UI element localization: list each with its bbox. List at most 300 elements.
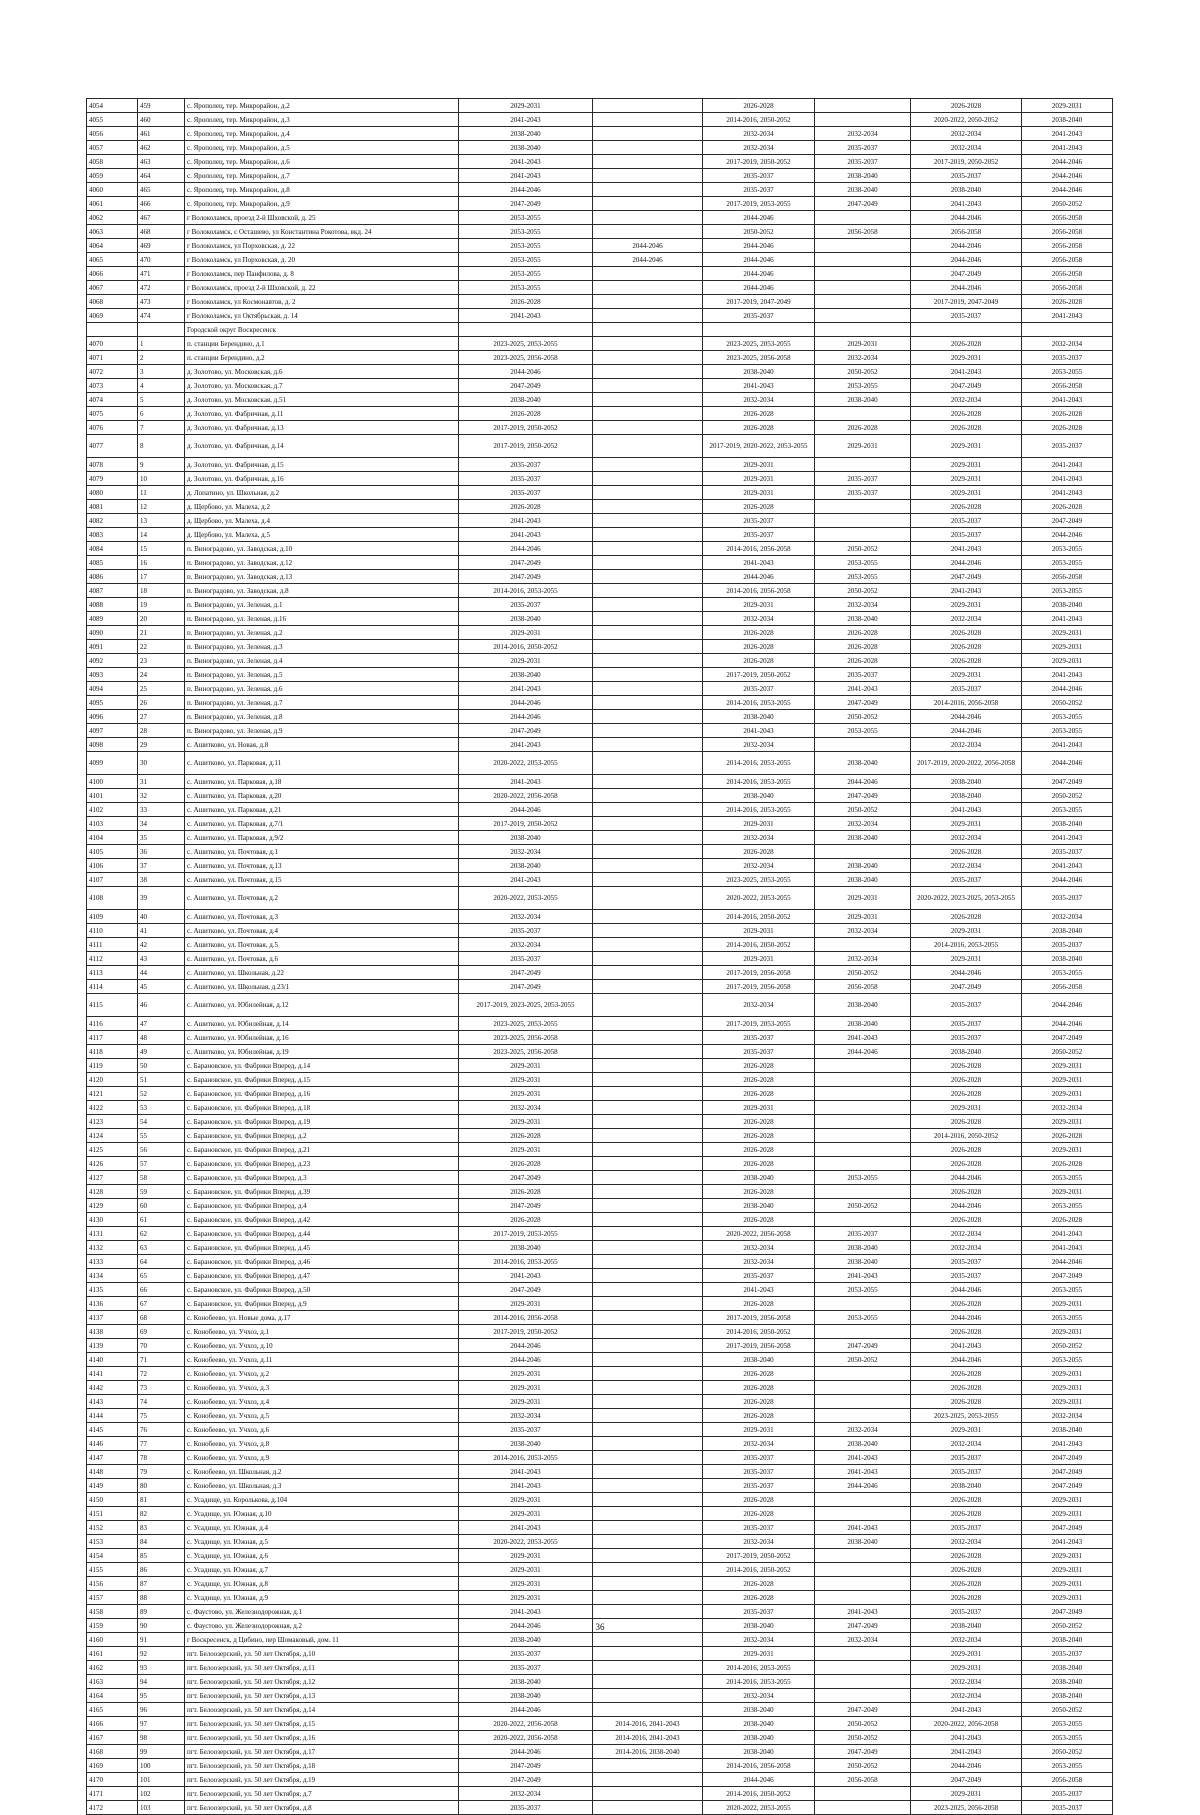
cell-year-range-5: 2044-2046 [911, 724, 1022, 738]
cell-year-range-4: 2050-2052 [815, 710, 911, 724]
cell-year-range-6: 2035-2037 [1022, 1801, 1113, 1815]
cell-year-range-4: 2035-2037 [815, 1227, 911, 1241]
cell-year-range-4: 2026-2028 [815, 626, 911, 640]
cell-year-range-5: 2032-2034 [911, 141, 1022, 155]
cell-year-range-4: 2053-2055 [815, 379, 911, 393]
cell-row-number: 4128 [87, 1185, 138, 1199]
cell-year-range-2 [593, 696, 703, 710]
cell-year-range-3: 2014-2016, 2050-2052 [703, 910, 815, 924]
cell-year-range-4 [815, 1661, 911, 1675]
cell-year-range-4 [815, 1395, 911, 1409]
table-row [87, 1605, 1113, 1619]
cell-year-range-2 [593, 952, 703, 966]
cell-year-range-1: 2035-2037 [459, 1661, 593, 1675]
cell-year-range-2 [593, 626, 703, 640]
cell-year-range-4: 2044-2046 [815, 1479, 911, 1493]
cell-year-range-1: 2041-2043 [459, 775, 593, 789]
cell-local-number: 460 [138, 113, 185, 127]
cell-year-range-3: 2026-2028 [703, 1115, 815, 1129]
table-row [87, 1101, 1113, 1115]
cell-local-number: 6 [138, 407, 185, 421]
cell-row-number: 4087 [87, 584, 138, 598]
cell-year-range-2 [593, 1479, 703, 1493]
cell-year-range-3: 2032-2034 [703, 738, 815, 752]
cell-year-range-3: 2014-2016, 2053-2055 [703, 775, 815, 789]
cell-year-range-3: 2020-2022, 2053-2055 [703, 887, 815, 910]
cell-address: п. Виноградово, ул. Зеленая, д.5 [185, 668, 459, 682]
table-row [87, 1045, 1113, 1059]
page-number: 36 [595, 1622, 605, 1632]
cell-local-number: 95 [138, 1689, 185, 1703]
cell-address: с. Барановское, ул. Фабрики Вперед, д.47 [185, 1269, 459, 1283]
cell-year-range-2 [593, 542, 703, 556]
cell-year-range-3: 2014-2016, 2050-2052 [703, 1563, 815, 1577]
cell-address: с. Фаустово, ул. Железнодорожная, д.1 [185, 1605, 459, 1619]
cell-year-range-6: 2029-2031 [1022, 1507, 1113, 1521]
cell-row-number: 4120 [87, 1073, 138, 1087]
cell-address: д. Щербово, ул. Малеха, д.2 [185, 500, 459, 514]
cell-row-number: 4157 [87, 1591, 138, 1605]
cell-address: пгт. Белоозерский, ул. 50 лет Октября, д.10 [185, 1647, 459, 1661]
cell-year-range-3: 2014-2016, 2056-2058 [703, 584, 815, 598]
cell-year-range-6: 2056-2058 [1022, 980, 1113, 994]
cell-address: с. Барановское, ул. Фабрики Вперед, д.44 [185, 1227, 459, 1241]
cell-address: с. Ашитково, ул. Школьная, д.22 [185, 966, 459, 980]
cell-address: с. Конобеево, ул. Учхоз, д.11 [185, 1353, 459, 1367]
cell-year-range-3: 2038-2040 [703, 1619, 815, 1633]
cell-year-range-5: 2038-2040 [911, 1045, 1022, 1059]
cell-year-range-1: 2044-2046 [459, 1619, 593, 1633]
cell-address: с. Барановское, ул. Фабрики Вперед, д.16 [185, 1087, 459, 1101]
cell-local-number: 31 [138, 775, 185, 789]
cell-year-range-1: 2038-2040 [459, 1689, 593, 1703]
cell-year-range-2 [593, 1689, 703, 1703]
cell-year-range-6: 2056-2058 [1022, 267, 1113, 281]
cell-year-range-2 [593, 1241, 703, 1255]
cell-row-number: 4143 [87, 1395, 138, 1409]
cell-local-number: 5 [138, 393, 185, 407]
cell-row-number: 4063 [87, 225, 138, 239]
cell-year-range-5: 2026-2028 [911, 1591, 1022, 1605]
cell-year-range-4: 2047-2049 [815, 696, 911, 710]
cell-year-range-6: 2053-2055 [1022, 1171, 1113, 1185]
cell-year-range-6: 2038-2040 [1022, 1689, 1113, 1703]
cell-local-number: 75 [138, 1409, 185, 1423]
cell-year-range-4: 2038-2040 [815, 994, 911, 1017]
cell-year-range-2 [593, 817, 703, 831]
cell-year-range-1: 2029-2031 [459, 1395, 593, 1409]
cell-year-range-3: 2032-2034 [703, 994, 815, 1017]
table-row [87, 169, 1113, 183]
cell-year-range-6: 2029-2031 [1022, 1381, 1113, 1395]
cell-year-range-3: 2014-2016, 2050-2052 [703, 113, 815, 127]
cell-address: с. Ашитково, ул. Юбилейная, д.16 [185, 1031, 459, 1045]
cell-address: с. Усадище, ул. Южная, д.8 [185, 1577, 459, 1591]
cell-year-range-6: 2026-2028 [1022, 1213, 1113, 1227]
cell-address: д. Золотово, ул. Московская, д.51 [185, 393, 459, 407]
table-row [87, 1381, 1113, 1395]
cell-year-range-2 [593, 1801, 703, 1815]
cell-year-range-3: 2017-2019, 2050-2052 [703, 155, 815, 169]
cell-year-range-4 [815, 1787, 911, 1801]
cell-address: с. Барановское, ул. Фабрики Вперед, д.3 [185, 1171, 459, 1185]
cell-row-number: 4144 [87, 1409, 138, 1423]
cell-address: с. Барановское, ул. Фабрики Вперед, д.21 [185, 1143, 459, 1157]
cell-year-range-6: 2044-2046 [1022, 752, 1113, 775]
cell-year-range-6: 2029-2031 [1022, 1073, 1113, 1087]
cell-address: с. Барановское, ул. Фабрики Вперед, д.19 [185, 1115, 459, 1129]
cell-local-number: 81 [138, 1493, 185, 1507]
cell-year-range-6: 2026-2028 [1022, 407, 1113, 421]
table-row [87, 1801, 1113, 1815]
cell-year-range-6: 2053-2055 [1022, 584, 1113, 598]
cell-year-range-5: 2041-2043 [911, 1731, 1022, 1745]
cell-year-range-1: 2035-2037 [459, 598, 593, 612]
cell-year-range-3: 2026-2028 [703, 626, 815, 640]
cell-year-range-2: 2044-2046 [593, 239, 703, 253]
cell-year-range-3: 2044-2046 [703, 253, 815, 267]
table-row [87, 1591, 1113, 1605]
cell-year-range-3: 2026-2028 [703, 1087, 815, 1101]
cell-row-number: 4102 [87, 803, 138, 817]
cell-address: с. Ашитково, ул. Юбилейная, д.14 [185, 1017, 459, 1031]
cell-year-range-6: 2053-2055 [1022, 1717, 1113, 1731]
cell-local-number: 53 [138, 1101, 185, 1115]
cell-year-range-5: 2047-2049 [911, 1773, 1022, 1787]
cell-year-range-3: 2020-2022, 2053-2055 [703, 1801, 815, 1815]
cell-row-number: 4151 [87, 1507, 138, 1521]
cell-year-range-6: 2041-2043 [1022, 472, 1113, 486]
table-row [87, 584, 1113, 598]
cell-year-range-5: 2041-2043 [911, 803, 1022, 817]
cell-year-range-5: 2026-2028 [911, 99, 1022, 113]
cell-year-range-1: 2035-2037 [459, 458, 593, 472]
cell-year-range-5: 2032-2034 [911, 127, 1022, 141]
cell-year-range-3: 2038-2040 [703, 789, 815, 803]
cell-local-number: 102 [138, 1787, 185, 1801]
cell-address: с. Ашитково, ул. Парковая, д.9/2 [185, 831, 459, 845]
cell-local-number: 66 [138, 1283, 185, 1297]
cell-year-range-1: 2047-2049 [459, 980, 593, 994]
cell-local-number: 90 [138, 1619, 185, 1633]
cell-year-range-4: 2056-2058 [815, 225, 911, 239]
cell-year-range-4: 2053-2055 [815, 724, 911, 738]
cell-year-range-6: 2044-2046 [1022, 169, 1113, 183]
cell-address: с. Ашитково, ул. Почтовая, д.4 [185, 924, 459, 938]
cell-address: г Волоколамск, ул Космонавтов, д. 2 [185, 295, 459, 309]
cell-year-range-5: 2026-2028 [911, 1507, 1022, 1521]
cell-year-range-3: 2032-2034 [703, 1255, 815, 1269]
table-row [87, 1395, 1113, 1409]
cell-local-number: 9 [138, 458, 185, 472]
cell-year-range-4: 2041-2043 [815, 1605, 911, 1619]
table-row [87, 486, 1113, 500]
cell-year-range-2 [593, 225, 703, 239]
cell-year-range-2 [593, 803, 703, 817]
cell-year-range-5: 2032-2034 [911, 831, 1022, 845]
cell-year-range-6: 2047-2049 [1022, 1479, 1113, 1493]
cell-year-range-3: 2029-2031 [703, 1423, 815, 1437]
cell-row-number: 4172 [87, 1801, 138, 1815]
cell-year-range-3: 2029-2031 [703, 1647, 815, 1661]
cell-year-range-6: 2038-2040 [1022, 924, 1113, 938]
cell-year-range-6: 2050-2052 [1022, 789, 1113, 803]
cell-row-number: 4163 [87, 1675, 138, 1689]
cell-year-range-6: 2050-2052 [1022, 1745, 1113, 1759]
cell-local-number: 1 [138, 337, 185, 351]
cell-year-range-3: 2038-2040 [703, 710, 815, 724]
cell-year-range-3: 2035-2037 [703, 514, 815, 528]
cell-year-range-2 [593, 1633, 703, 1647]
cell-year-range-3: 2038-2040 [703, 1745, 815, 1759]
cell-year-range-4: 2035-2037 [815, 155, 911, 169]
cell-year-range-6: 2041-2043 [1022, 612, 1113, 626]
cell-year-range-6: 2038-2040 [1022, 1633, 1113, 1647]
cell-address: с. Усадище, ул. Южная, д.10 [185, 1507, 459, 1521]
cell-local-number: 25 [138, 682, 185, 696]
cell-year-range-6: 2056-2058 [1022, 239, 1113, 253]
cell-local-number: 97 [138, 1717, 185, 1731]
table-row [87, 1647, 1113, 1661]
cell-year-range-2 [593, 407, 703, 421]
table-row [87, 938, 1113, 952]
cell-year-range-6: 2029-2031 [1022, 1059, 1113, 1073]
cell-year-range-5: 2044-2046 [911, 211, 1022, 225]
cell-year-range-3: 2026-2028 [703, 1297, 815, 1311]
cell-local-number: 92 [138, 1647, 185, 1661]
cell-row-number: 4132 [87, 1241, 138, 1255]
cell-year-range-5: 2044-2046 [911, 1311, 1022, 1325]
cell-row-number: 4077 [87, 435, 138, 458]
cell-year-range-5: 2047-2049 [911, 980, 1022, 994]
cell-year-range-4: 2053-2055 [815, 556, 911, 570]
cell-address: пгт. Белоозерский, ул. 50 лет Октября, д.16 [185, 1731, 459, 1745]
cell-local-number: 49 [138, 1045, 185, 1059]
cell-year-range-6: 2026-2028 [1022, 500, 1113, 514]
cell-local-number: 48 [138, 1031, 185, 1045]
cell-local-number: 91 [138, 1633, 185, 1647]
cell-year-range-4 [815, 1157, 911, 1171]
cell-year-range-5: 2035-2037 [911, 309, 1022, 323]
cell-year-range-2 [593, 1115, 703, 1129]
table-row [87, 1129, 1113, 1143]
cell-year-range-2 [593, 789, 703, 803]
cell-address: п. Виноградово, ул. Зеленая, д.9 [185, 724, 459, 738]
cell-year-range-5: 2041-2043 [911, 584, 1022, 598]
cell-year-range-5: 2029-2031 [911, 351, 1022, 365]
cell-local-number: 93 [138, 1661, 185, 1675]
cell-local-number: 461 [138, 127, 185, 141]
cell-year-range-3: 2035-2037 [703, 1031, 815, 1045]
cell-year-range-3: 2041-2043 [703, 724, 815, 738]
cell-year-range-1: 2044-2046 [459, 183, 593, 197]
cell-row-number: 4105 [87, 845, 138, 859]
cell-year-range-5: 2026-2028 [911, 654, 1022, 668]
cell-address: пгт. Белоозерский, ул. 50 лет Октября, д.19 [185, 1773, 459, 1787]
cell-year-range-5: 2044-2046 [911, 1199, 1022, 1213]
cell-year-range-4 [815, 528, 911, 542]
table-row [87, 281, 1113, 295]
cell-row-number: 4164 [87, 1689, 138, 1703]
cell-year-range-5: 2032-2034 [911, 1633, 1022, 1647]
cell-year-range-5: 2029-2031 [911, 458, 1022, 472]
cell-year-range-3: 2026-2028 [703, 1367, 815, 1381]
table-row [87, 1031, 1113, 1045]
cell-row-number: 4114 [87, 980, 138, 994]
table-row [87, 1213, 1113, 1227]
cell-year-range-6: 2029-2031 [1022, 1367, 1113, 1381]
cell-year-range-1: 2032-2034 [459, 845, 593, 859]
cell-year-range-4 [815, 267, 911, 281]
cell-row-number: 4129 [87, 1199, 138, 1213]
table-row [87, 500, 1113, 514]
cell-year-range-2 [593, 654, 703, 668]
cell-year-range-1: 2020-2022, 2056-2058 [459, 1731, 593, 1745]
cell-year-range-3: 2032-2034 [703, 127, 815, 141]
cell-row-number: 4103 [87, 817, 138, 831]
cell-year-range-3: 2026-2028 [703, 654, 815, 668]
cell-row-number: 4125 [87, 1143, 138, 1157]
cell-year-range-2 [593, 1073, 703, 1087]
cell-year-range-6: 2044-2046 [1022, 994, 1113, 1017]
cell-year-range-4 [815, 1563, 911, 1577]
cell-year-range-2 [593, 1157, 703, 1171]
cell-year-range-1: 2029-2031 [459, 1549, 593, 1563]
cell-year-range-4 [815, 938, 911, 952]
cell-year-range-2 [593, 752, 703, 775]
table-row [87, 421, 1113, 435]
cell-year-range-1: 2032-2034 [459, 938, 593, 952]
cell-local-number: 86 [138, 1563, 185, 1577]
cell-year-range-4 [815, 1801, 911, 1815]
cell-address: с. Барановское, ул. Фабрики Вперед, д.42 [185, 1213, 459, 1227]
table-row [87, 570, 1113, 584]
cell-year-range-6: 2056-2058 [1022, 379, 1113, 393]
cell-year-range-6: 2056-2058 [1022, 225, 1113, 239]
cell-year-range-6: 2041-2043 [1022, 127, 1113, 141]
cell-year-range-3: 2017-2019, 2047-2049 [703, 295, 815, 309]
cell-year-range-2 [593, 1773, 703, 1787]
table-row [87, 1059, 1113, 1073]
cell-year-range-4 [815, 500, 911, 514]
cell-year-range-6: 2053-2055 [1022, 556, 1113, 570]
table-row [87, 1325, 1113, 1339]
cell-local-number: 40 [138, 910, 185, 924]
cell-local-number: 29 [138, 738, 185, 752]
cell-year-range-2 [593, 1661, 703, 1675]
cell-year-range-2 [593, 1535, 703, 1549]
cell-year-range-6: 2029-2031 [1022, 1549, 1113, 1563]
table-row [87, 1367, 1113, 1381]
cell-year-range-3: 2029-2031 [703, 472, 815, 486]
cell-year-range-6: 2053-2055 [1022, 1283, 1113, 1297]
cell-address: с. Конобеево, ул. Учхоз, д.6 [185, 1423, 459, 1437]
cell-year-range-1: 2032-2034 [459, 1409, 593, 1423]
cell-local-number: 464 [138, 169, 185, 183]
cell-year-range-6: 2044-2046 [1022, 682, 1113, 696]
cell-year-range-2 [593, 598, 703, 612]
cell-row-number: 4147 [87, 1451, 138, 1465]
cell-year-range-2 [593, 640, 703, 654]
cell-year-range-4: 2050-2052 [815, 966, 911, 980]
cell-year-range-3: 2026-2028 [703, 1073, 815, 1087]
cell-year-range-3: 2023-2025, 2053-2055 [703, 337, 815, 351]
cell-row-number: 4155 [87, 1563, 138, 1577]
cell-year-range-4: 2038-2040 [815, 612, 911, 626]
cell-row-number: 4149 [87, 1479, 138, 1493]
cell-address: с. Барановское, ул. Фабрики Вперед, д.39 [185, 1185, 459, 1199]
cell-year-range-1: 2041-2043 [459, 528, 593, 542]
cell-year-range-2 [593, 211, 703, 225]
cell-local-number: 39 [138, 887, 185, 910]
cell-year-range-2 [593, 1367, 703, 1381]
cell-year-range-4 [815, 1577, 911, 1591]
cell-year-range-5: 2032-2034 [911, 612, 1022, 626]
cell-year-range-2 [593, 1087, 703, 1101]
cell-address: пгт. Белоозерский, ул. 50 лет Октября, д.7 [185, 1787, 459, 1801]
cell-year-range-6: 2041-2043 [1022, 393, 1113, 407]
cell-year-range-4 [815, 1591, 911, 1605]
cell-local-number: 468 [138, 225, 185, 239]
cell-row-number: 4116 [87, 1017, 138, 1031]
cell-year-range-4: 2032-2034 [815, 924, 911, 938]
cell-year-range-2 [593, 994, 703, 1017]
cell-year-range-2 [593, 1647, 703, 1661]
cell-year-range-1: 2047-2049 [459, 1773, 593, 1787]
cell-year-range-1: 2020-2022, 2056-2058 [459, 1717, 593, 1731]
cell-local-number: 85 [138, 1549, 185, 1563]
cell-year-range-1: 2035-2037 [459, 472, 593, 486]
cell-year-range-5: 2026-2028 [911, 407, 1022, 421]
cell-local-number: 33 [138, 803, 185, 817]
cell-year-range-3: 2014-2016, 2056-2058 [703, 542, 815, 556]
cell-row-number: 4124 [87, 1129, 138, 1143]
cell-local-number: 58 [138, 1171, 185, 1185]
cell-year-range-3: 2032-2034 [703, 612, 815, 626]
cell-address: с. Ашитково, ул. Почтовая, д.13 [185, 859, 459, 873]
cell-year-range-2 [593, 1507, 703, 1521]
cell-year-range-2 [593, 873, 703, 887]
table-body [87, 99, 1113, 1815]
cell-year-range-2 [593, 393, 703, 407]
cell-year-range-5: 2026-2028 [911, 1577, 1022, 1591]
cell-local-number: 80 [138, 1479, 185, 1493]
cell-row-number: 4089 [87, 612, 138, 626]
cell-year-range-3: 2038-2040 [703, 1717, 815, 1731]
cell-year-range-1: 2038-2040 [459, 668, 593, 682]
cell-year-range-6: 2050-2052 [1022, 696, 1113, 710]
cell-address: с. Конобеево, ул. Учхоз, д.4 [185, 1395, 459, 1409]
cell-year-range-6: 2035-2037 [1022, 887, 1113, 910]
cell-year-range-2 [593, 1759, 703, 1773]
cell-local-number: 471 [138, 267, 185, 281]
cell-address: с. Конобеево, ул. Учхоз, д.10 [185, 1339, 459, 1353]
cell-year-range-4 [815, 738, 911, 752]
cell-year-range-5: 2038-2040 [911, 183, 1022, 197]
cell-year-range-5: 2041-2043 [911, 1703, 1022, 1717]
cell-year-range-6: 2050-2052 [1022, 1339, 1113, 1353]
cell-year-range-4 [815, 1101, 911, 1115]
cell-address: г Волоколамск, ул Октябрьская, д. 14 [185, 309, 459, 323]
cell-address: с. Конобеево, ул. Школьная, д.2 [185, 1465, 459, 1479]
cell-year-range-1: 2017-2019, 2050-2052 [459, 435, 593, 458]
cell-row-number: 4112 [87, 952, 138, 966]
cell-year-range-4 [815, 1073, 911, 1087]
cell-year-range-6: 2053-2055 [1022, 1353, 1113, 1367]
table-row [87, 1731, 1113, 1745]
cell-year-range-4: 2032-2034 [815, 1633, 911, 1647]
cell-local-number: 76 [138, 1423, 185, 1437]
